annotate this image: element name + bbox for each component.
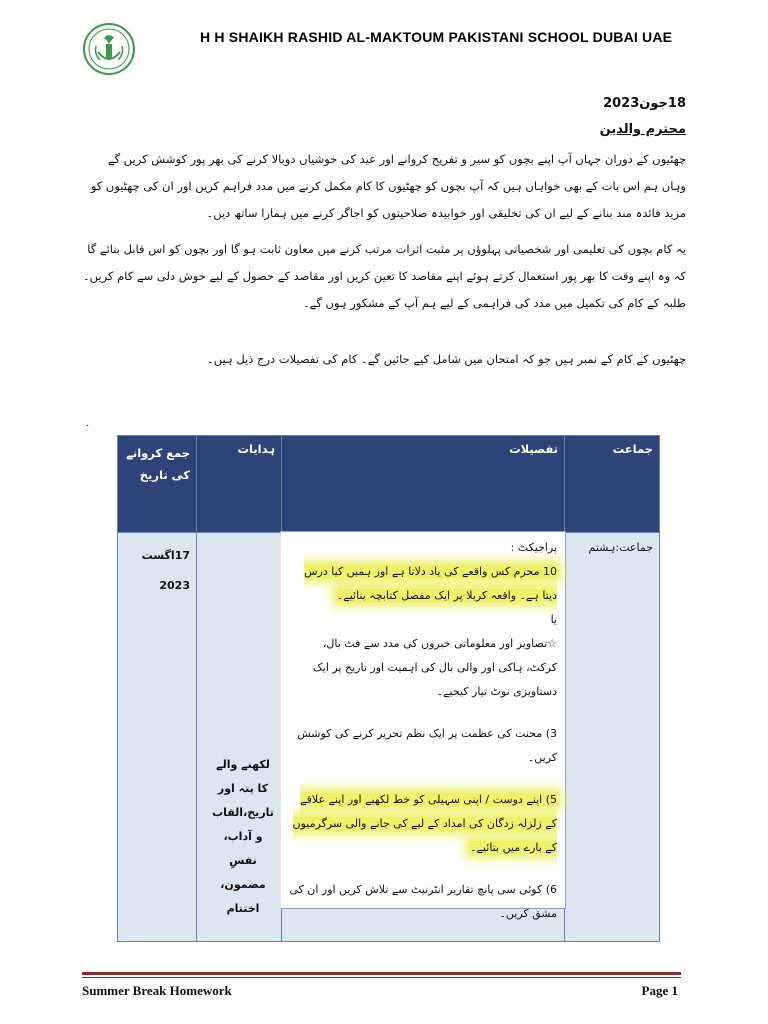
cell-details xyxy=(282,533,565,942)
cell-class xyxy=(565,533,660,942)
item-10: 10 محرم کس واقعے کی یاد دلاتا ہے اور ہمیں کیا درس دیتا ہے۔ واقعہ کربلا پر ایک مفصل کتابچہ بنائیے۔ xyxy=(304,565,557,602)
details-box xyxy=(280,531,566,920)
project-label: پراجیکٹ : xyxy=(510,541,557,554)
class-label: جماعت:ہشتم xyxy=(588,541,653,554)
paragraph-1: چھٹیوں کے دوران جہاں آپ اپنے بچوں کو سیر و تفریح کروانے اور عید کی خوشیاں دوبالا کرنے کی بھر پور کوشش کریں گے وہاں ہم اس بات کے بھی خواہاں ہیں کہ آپ بچوں کو چھٹیوں کا کام مکمل کرنے میں مدد فراہم کریں اور ان کی چھٹیوں کو مزید فائدہ مند بنانے کے لیے ان کی تخلیقی اور خوابیدہ صلاحیتوں کو اجاگر کرنے میں ہمارا ساتھ دیں۔ xyxy=(90,152,686,220)
date-day: 17اگست xyxy=(141,549,190,562)
item-3: 3) محنت کی عظمت پر ایک نظم تحریر کرنے کی کوشش کریں۔ xyxy=(297,727,557,764)
instructions-text: لکھنے والے کا پتہ اور تاریخ،القاب و آداب، نفسِ مضمون، اختتام xyxy=(212,758,274,915)
footer-title: Summer Break Homework xyxy=(82,983,232,998)
header-submission-date: جمع کروانے کی تاریخ xyxy=(118,436,197,533)
school-crest-icon xyxy=(82,22,136,76)
letter-date: 18جون2023 xyxy=(603,96,686,111)
cell-submission-date xyxy=(118,533,197,942)
header-details: تفصیلات xyxy=(282,436,565,533)
footer-rule-thin xyxy=(82,977,681,978)
or-label: یا xyxy=(550,613,557,626)
item-6: 6) کوئی سی پانچ تقاریر انٹرنیٹ سے تلاش کریں اور ان کی مشق کریں۔ xyxy=(289,883,557,920)
footer-rule xyxy=(82,972,681,975)
school-name: H H SHAIKH RASHID AL-MAKTOUM PAKISTANI SCHOOL DUBAI UAE xyxy=(200,29,673,45)
table-row xyxy=(118,533,660,942)
paragraph-3: چھٹیوں کے کام کے نمبر ہیں جو کہ امتحان میں شامل کیے جائیں گے۔ کام کی تفصیلات درج ذیل ہیں۔ xyxy=(206,352,686,366)
header-instructions: ہدایات xyxy=(197,436,282,533)
paragraph-2: یہ کام بچوں کی تعلیمی اور شخصیاتی پہلوؤں پر مثبت اثرات مرتب کرنے میں معاون ثابت ہو گا اور بچوں کو اس قابل بنائے گا کہ وہ اپنے وقت کا بھر پور استعمال کرتے ہوئے اپنے مقاصد کا تعین کریں اور مقاصد کے حصول کے لیے خوش دلی سے کام کریں۔ طلبہ کے کام کی تکمیل میں مدد کی فراہمی کے لیے ہم آپ کے مشکور ہوں گے۔ xyxy=(82,242,686,310)
salutation: محترم والدین xyxy=(599,122,686,137)
cell-instructions xyxy=(197,533,282,942)
item-sports: ☆تصاویر اور معلوماتی خبروں کی مدد سے فٹ بال، کرکٹ، ہاکی اور والی بال کی اہمیت اور تاریخ پر ایک دستاویزی نوٹ تیار کیجیے۔ xyxy=(312,637,557,698)
page-number: Page 1 xyxy=(641,983,678,998)
table-header-row xyxy=(118,436,660,533)
header-class: جماعت xyxy=(565,436,660,533)
homework-table xyxy=(117,435,660,942)
date-year: 2023 xyxy=(159,579,190,592)
item-5: 5) اپنے دوست / اپنی سہیلی کو خط لکھیے اور اپنے علاقے کے زلزلہ زدگان کی امداد کے لیے کی جانے والی سرگرمیوں کے بارے میں بتائیے۔ xyxy=(292,793,557,854)
stray-mark: . xyxy=(86,418,90,429)
